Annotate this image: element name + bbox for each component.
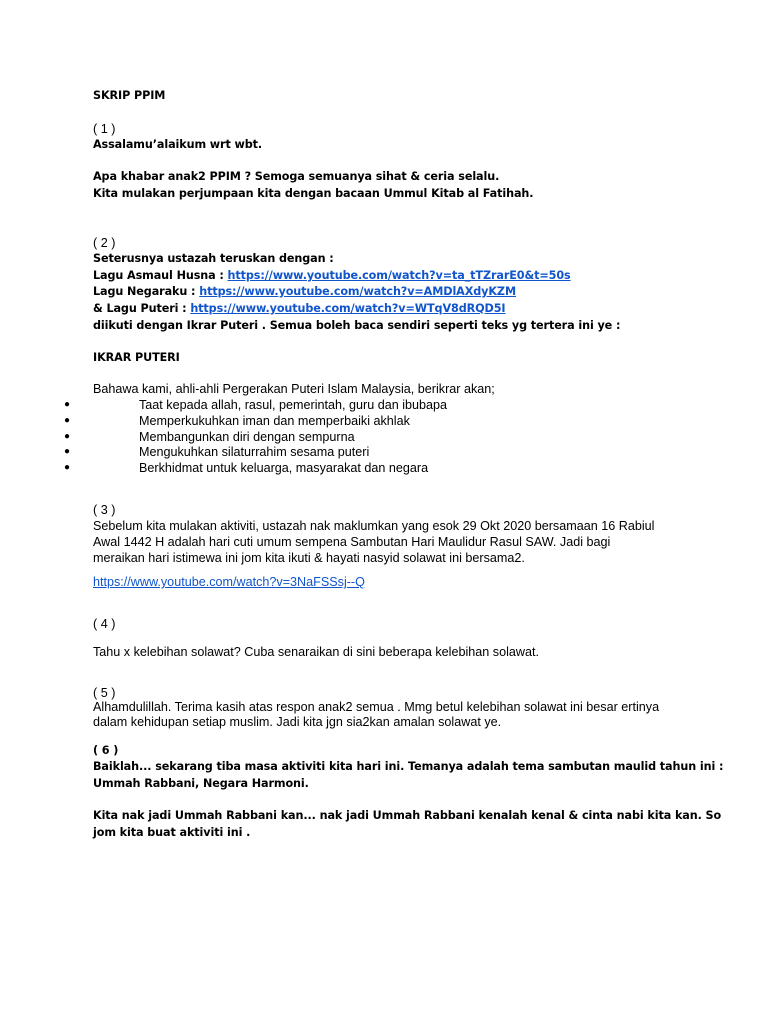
lagu-puteri-label: & Lagu Puteri : [93,302,191,315]
section-6-para-1: Baiklah... sekarang tiba masa aktiviti kita hari ini. Temanya adalah tema sambutan maulid tahun ini : [93,760,724,773]
bullet-icon: ● [64,399,71,410]
ikrar-item-3: Membangunkan diri dengan sempurna [139,430,355,444]
negaraku-link[interactable]: https://www.youtube.com/watch?v=AMDlAXdyKZM [199,285,516,298]
ikrar-item-4: Mengukuhkan silaturrahim sesama puteri [139,445,370,459]
solawat-nasyid-link[interactable]: https://www.youtube.com/watch?v=3NaFSSsj--Q [93,575,365,589]
section-6-para-4: jom kita buat aktiviti ini . [93,826,251,839]
bullet-icon: ● [64,462,71,473]
asmaul-husna-line [93,268,571,284]
ikrar-item-2: Memperkukuhkan iman dan memperbaiki akhlak [139,414,410,428]
section-1-line-2: Kita mulakan perjumpaan kita dengan bacaan Ummul Kitab al Fatihah. [93,187,534,200]
section-1-line-1: Apa khabar anak2 PPIM ? Semoga semuanya sihat & ceria selalu. [93,170,500,183]
section-6-number: ( 6 ) [93,744,119,757]
section-3-number: ( 3 ) [93,503,116,517]
section-1-number: ( 1 ) [93,122,116,136]
bullet-icon: ● [64,415,71,426]
section-3-para-2: Awal 1442 H adalah hari cuti umum sempena Sambutan Hari Maulidur Rasul SAW. Jadi bagi [93,535,611,549]
document-title: SKRIP PPIM [93,89,166,102]
asmaul-husna-link[interactable]: https://www.youtube.com/watch?v=ta_tTZrarE0&t=50s [227,269,571,282]
lagu-puteri-link[interactable]: https://www.youtube.com/watch?v=WTqV8dRQD5I [190,302,506,315]
section-2-number: ( 2 ) [93,236,116,250]
section-5-para-1: Alhamdulillah. Terima kasih atas respon anak2 semua . Mmg betul kelebihan solawat ini besar ertinya [93,700,660,714]
ikrar-item-1: Taat kepada allah, rasul, pemerintah, guru dan ibubapa [139,398,448,412]
ikrar-item-5: Berkhidmat untuk keluarga, masyarakat dan negara [139,461,429,475]
asmaul-husna-label: Lagu Asmaul Husna : [93,269,228,282]
bullet-icon: ● [64,431,71,442]
negaraku-line [93,284,516,300]
section-3-para-1: Sebelum kita mulakan aktiviti, ustazah nak maklumkan yang esok 29 Okt 2020 bersamaan 16 Rabiul [93,519,655,533]
section-4-number: ( 4 ) [93,617,116,631]
section-3-para-3: meraikan hari istimewa ini jom kita ikuti & hayati nasyid solawat ini bersama2. [93,551,525,565]
ikrar-intro: Bahawa kami, ahli-ahli Pergerakan Puteri Islam Malaysia, berikrar akan; [93,382,495,396]
negaraku-label: Lagu Negaraku : [93,285,200,298]
ikrar-follow-line: diikuti dengan Ikrar Puteri . Semua boleh baca sendiri seperti teks yg tertera ini ye : [93,319,621,332]
ikrar-heading: IKRAR PUTERI [93,351,180,364]
section-6-para-3: Kita nak jadi Ummah Rabbani kan... nak jadi Ummah Rabbani kenalah kenal & cinta nabi kita kan. So [93,809,722,822]
section-5-para-2: dalam kehidupan setiap muslim. Jadi kita jgn sia2kan amalan solawat ye. [93,715,502,729]
greeting: Assalamu’alaikum wrt wbt. [93,138,263,151]
solawat-nasyid-line [93,574,365,590]
section-5-number: ( 5 ) [93,686,116,700]
bullet-icon: ● [64,446,71,457]
lagu-puteri-line [93,301,505,317]
section-6-para-2: Ummah Rabbani, Negara Harmoni. [93,777,309,790]
section-2-intro: Seterusnya ustazah teruskan dengan : [93,252,334,265]
section-4-text: Tahu x kelebihan solawat? Cuba senaraikan di sini beberapa kelebihan solawat. [93,645,539,659]
